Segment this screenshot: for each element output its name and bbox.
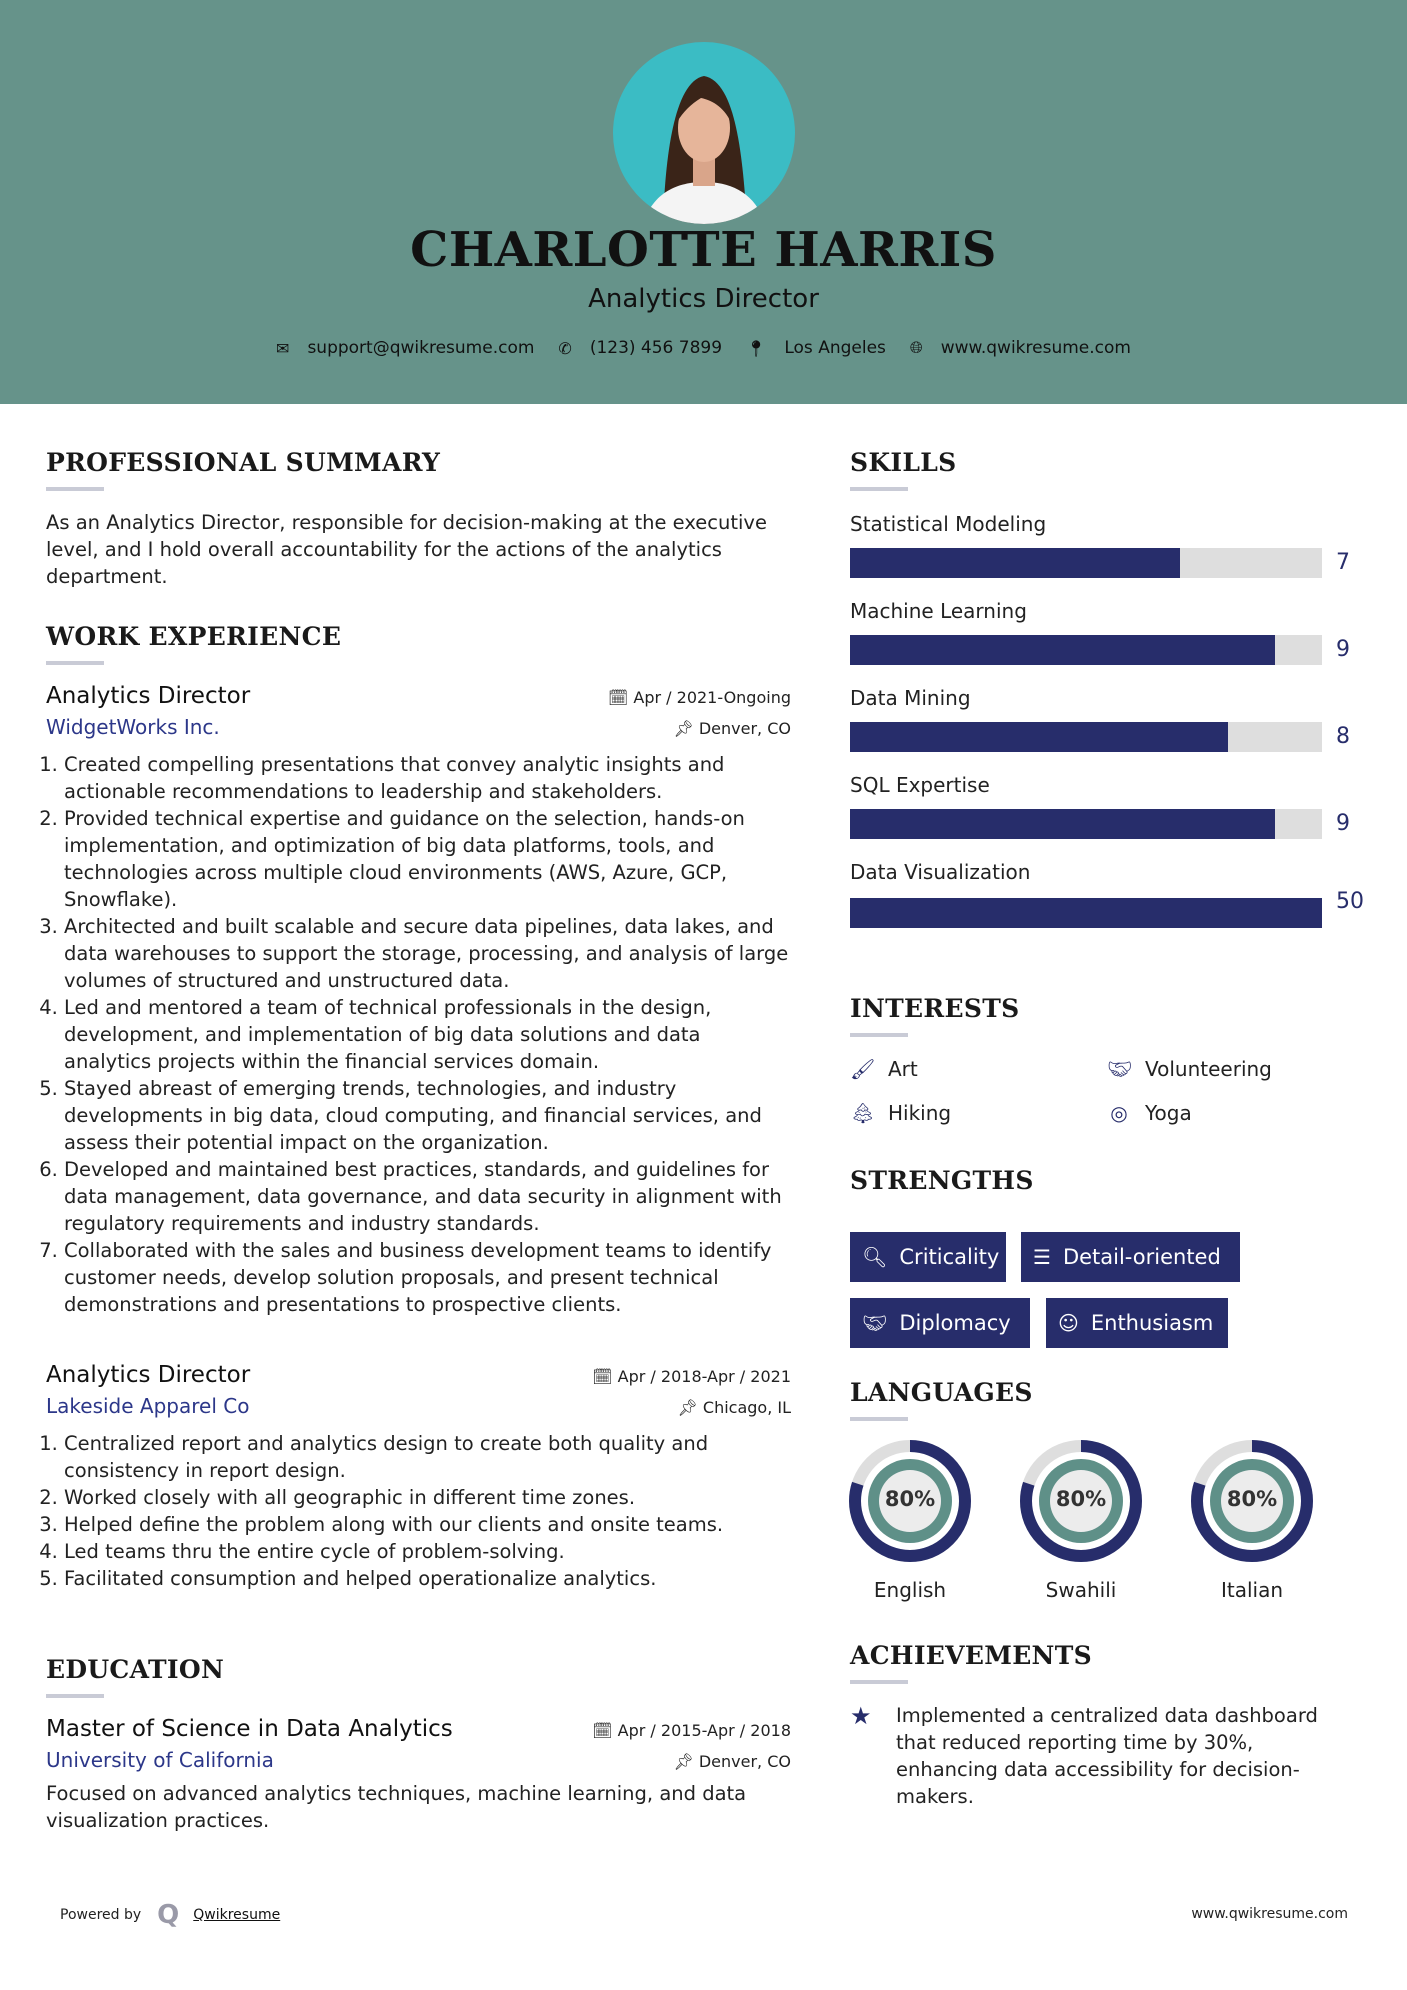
candidate-name: CHARLOTTE HARRIS — [410, 222, 997, 278]
footer-url[interactable]: www.qwikresume.com — [1191, 1906, 1348, 1922]
job-date-text: Apr / 2018-Apr / 2021 — [617, 1367, 791, 1386]
job-entry — [46, 1362, 791, 1592]
job-date-text: Apr / 2021-Ongoing — [633, 688, 791, 707]
heading-underline — [46, 487, 104, 491]
contact-website[interactable] — [910, 338, 1131, 358]
skill-value: 8 — [1336, 724, 1350, 749]
heading-underline — [850, 1417, 908, 1421]
skill-bar-fill — [850, 898, 1322, 928]
education-section — [46, 1655, 791, 1834]
list-item: 1. Created compelling presentations that convey analytic insights and actionable recommendations to leadership and stakeholders. — [64, 751, 791, 805]
phone-icon: ✆ — [558, 338, 572, 358]
job-title: Analytics Director — [46, 683, 251, 709]
language-percent: 80% — [884, 1487, 936, 1511]
heading-underline — [850, 1033, 908, 1037]
job-responsibilities — [46, 751, 791, 1318]
contact-location — [746, 338, 886, 358]
brand-link[interactable]: Qwikresume — [193, 1907, 281, 1923]
skill-label: Data Mining — [850, 686, 971, 710]
interest-hiking — [850, 1101, 951, 1125]
skill-value: 50 — [1336, 889, 1364, 914]
job-title: Analytics Director — [46, 1362, 251, 1388]
skill-value: 9 — [1336, 811, 1350, 836]
summary-text: As an Analytics Director, responsible for decision-making at the executive level, and I hold overall accountability for the actions of the analytics department. — [46, 511, 767, 588]
job-location-text: Chicago, IL — [702, 1398, 791, 1417]
education-date-text: Apr / 2015-Apr / 2018 — [617, 1721, 791, 1740]
skill-label: Machine Learning — [850, 599, 1027, 623]
skill-item — [850, 599, 1370, 679]
skills-list — [850, 512, 1370, 952]
degree-title: Master of Science in Data Analytics — [46, 1716, 453, 1742]
interest-art — [850, 1057, 918, 1081]
list-item: 5. Facilitated consumption and helped operationalize analytics. — [64, 1565, 791, 1592]
pin-icon: 📌︎ — [673, 1752, 694, 1771]
list-item: 3. Helped define the problem along with our clients and onsite teams. — [64, 1511, 791, 1538]
interests-heading: INTERESTS — [850, 994, 1020, 1023]
powered-by-text: Powered by — [60, 1907, 142, 1923]
strengths-heading: STRENGTHS — [850, 1166, 1034, 1195]
paintbrush-icon: 🖌︎ — [850, 1057, 876, 1081]
job-responsibilities — [46, 1430, 791, 1592]
strength-chip-criticality — [850, 1232, 1006, 1282]
skill-value: 7 — [1336, 550, 1350, 575]
calendar-icon: 🗓︎ — [592, 1367, 613, 1386]
list-item: 4. Led teams thru the entire cycle of problem-solving. — [64, 1538, 791, 1565]
languages-heading: LANGUAGES — [850, 1378, 1033, 1407]
list-item: 3. Architected and built scalable and secure data pipelines, data lakes, and data warehouses to support the storage, processing, and analysis of large volumes of structured and unstructured data. — [64, 913, 791, 994]
summary-section — [46, 448, 796, 590]
company-name: WidgetWorks Inc. — [46, 715, 220, 739]
education-location-text: Denver, CO — [698, 1752, 791, 1771]
company-name: Lakeside Apparel Co — [46, 1394, 250, 1418]
skill-item — [850, 512, 1370, 592]
school-name: University of California — [46, 1748, 274, 1772]
skill-value: 9 — [1336, 637, 1350, 662]
skill-bar-fill — [850, 635, 1275, 665]
strength-chip-enthusiasm — [1046, 1298, 1228, 1348]
heading-underline — [46, 1694, 104, 1698]
skill-label: SQL Expertise — [850, 773, 990, 797]
list-item: 4. Led and mentored a team of technical professionals in the design, development, and implementation of big data solutions and data analytics projects within the financial services domain. — [64, 994, 791, 1075]
strength-label: Diplomacy — [899, 1311, 1011, 1335]
language-label: English — [873, 1578, 947, 1602]
language-label: Swahili — [1045, 1578, 1117, 1602]
location-text: Los Angeles — [784, 338, 886, 358]
job-date — [592, 1367, 791, 1386]
list-item: 7. Collaborated with the sales and business development teams to identify customer needs, develop solution proposals, and present technical demonstrations and presentations to prospective clients. — [64, 1237, 791, 1318]
strength-label: Enthusiasm — [1090, 1311, 1214, 1335]
skill-bar — [850, 548, 1322, 578]
skill-bar-fill — [850, 722, 1228, 752]
skill-label: Statistical Modeling — [850, 512, 1047, 536]
interest-label: Art — [888, 1057, 918, 1081]
skill-bar — [850, 809, 1322, 839]
language-donut — [849, 1440, 971, 1562]
interest-yoga — [1107, 1101, 1192, 1125]
language-label: Italian — [1220, 1578, 1284, 1602]
strength-chip-diplomacy — [850, 1298, 1030, 1348]
summary-heading: PROFESSIONAL SUMMARY — [46, 448, 441, 477]
strength-label: Criticality — [899, 1245, 1000, 1269]
language-percent: 80% — [1055, 1487, 1107, 1511]
heading-underline — [46, 661, 104, 665]
envelope-icon: ✉ — [276, 338, 290, 358]
contact-email[interactable] — [276, 338, 534, 358]
job-date — [608, 688, 791, 707]
skills-heading: SKILLS — [850, 448, 957, 477]
skill-item — [850, 686, 1370, 766]
phone-text: (123) 456 7899 — [589, 338, 723, 358]
skill-bar — [850, 898, 1322, 928]
calendar-icon: 🗓︎ — [607, 688, 629, 707]
pin-icon: 📌︎ — [677, 1398, 698, 1417]
skill-item — [850, 860, 1370, 940]
list-item: 6. Developed and maintained best practices, standards, and guidelines for data management, data governance, and data security in alignment with regulatory requirements and industry standards. — [64, 1156, 791, 1237]
language-percent: 80% — [1226, 1487, 1278, 1511]
job-location — [677, 1398, 791, 1417]
list-item: 1. Centralized report and analytics design to create both quality and consistency in report design. — [64, 1430, 791, 1484]
skill-item — [850, 773, 1370, 853]
profile-photo — [613, 42, 795, 224]
language-donut — [1191, 1440, 1313, 1562]
skills-section — [850, 448, 1370, 491]
achievements-heading: ACHIEVEMENTS — [850, 1641, 1092, 1670]
language-donut — [1020, 1440, 1142, 1562]
education-date: 🗓︎ Apr / 2015-Apr / 2018 — [592, 1721, 791, 1740]
contact-bar — [0, 338, 1407, 358]
star-icon: ★ — [850, 1702, 872, 1730]
candidate-title: Analytics Director — [588, 284, 819, 314]
education-location — [673, 1752, 791, 1771]
strength-chip-detail-oriented — [1021, 1232, 1240, 1282]
tree-icon: 🌲︎ — [850, 1101, 876, 1125]
skill-bar — [850, 635, 1322, 665]
skill-bar-fill — [850, 548, 1180, 578]
pin-icon: 📌︎ — [673, 719, 694, 738]
qwikresume-logo-icon: Q — [157, 1900, 180, 1930]
contact-phone[interactable] — [558, 338, 722, 358]
strength-label: Detail-oriented — [1062, 1245, 1221, 1269]
interest-label: Volunteering — [1145, 1057, 1272, 1081]
achievement-text: Implemented a centralized data dashboard that reduced reporting time by 30%, enhancing data accessibility for decision-makers. — [896, 1704, 1318, 1808]
interest-label: Hiking — [888, 1101, 952, 1125]
job-location-text: Denver, CO — [698, 719, 791, 738]
job-location — [673, 719, 791, 738]
globe-icon: 🌐︎ — [909, 338, 923, 357]
smile-icon: ☺ — [1058, 1311, 1079, 1335]
experience-section — [46, 622, 791, 665]
achievements-section — [850, 1641, 1370, 1810]
heading-underline — [850, 1680, 908, 1684]
job-entry — [46, 683, 791, 1318]
handshake-icon: 🤝︎ — [1107, 1057, 1133, 1081]
interest-volunteering — [1107, 1057, 1272, 1081]
list-item: 2. Provided technical expertise and guidance on the selection, hands-on implementation, and optimization of big data platforms, tools, and technologies across multiple cloud environments (AWS, Azure, GCP, Snowflake). — [64, 805, 791, 913]
languages-list — [840, 1430, 1380, 1620]
education-heading: EDUCATION — [46, 1655, 225, 1684]
list-item: 5. Stayed abreast of emerging trends, technologies, and industry developments in big data, cloud computing, and financial services, and assess their potential impact on the organization. — [64, 1075, 791, 1156]
languages-section — [850, 1378, 1370, 1421]
footer-powered — [60, 1900, 280, 1930]
skill-label: Data Visualization — [850, 860, 1031, 884]
experience-heading: WORK EXPERIENCE — [46, 622, 342, 651]
website-text: www.qwikresume.com — [940, 338, 1131, 358]
handshake-icon: 🤝︎ — [862, 1311, 888, 1335]
skill-bar — [850, 722, 1322, 752]
strengths-section — [850, 1166, 1370, 1195]
map-pin-icon: 📍︎ — [746, 338, 767, 358]
education-description: Focused on advanced analytics techniques, machine learning, and data visualization practices. — [46, 1782, 747, 1832]
search-icon: 🔍︎ — [862, 1245, 888, 1269]
life-ring-icon: ◎ — [1110, 1101, 1128, 1125]
heading-underline — [850, 487, 908, 491]
skill-bar-fill — [850, 809, 1275, 839]
interest-label: Yoga — [1145, 1101, 1192, 1125]
interests-section — [850, 994, 1370, 1037]
list-icon: ☰ — [1033, 1245, 1051, 1269]
email-text: support@qwikresume.com — [307, 338, 535, 358]
list-item: 2. Worked closely with all geographic in different time zones. — [64, 1484, 791, 1511]
